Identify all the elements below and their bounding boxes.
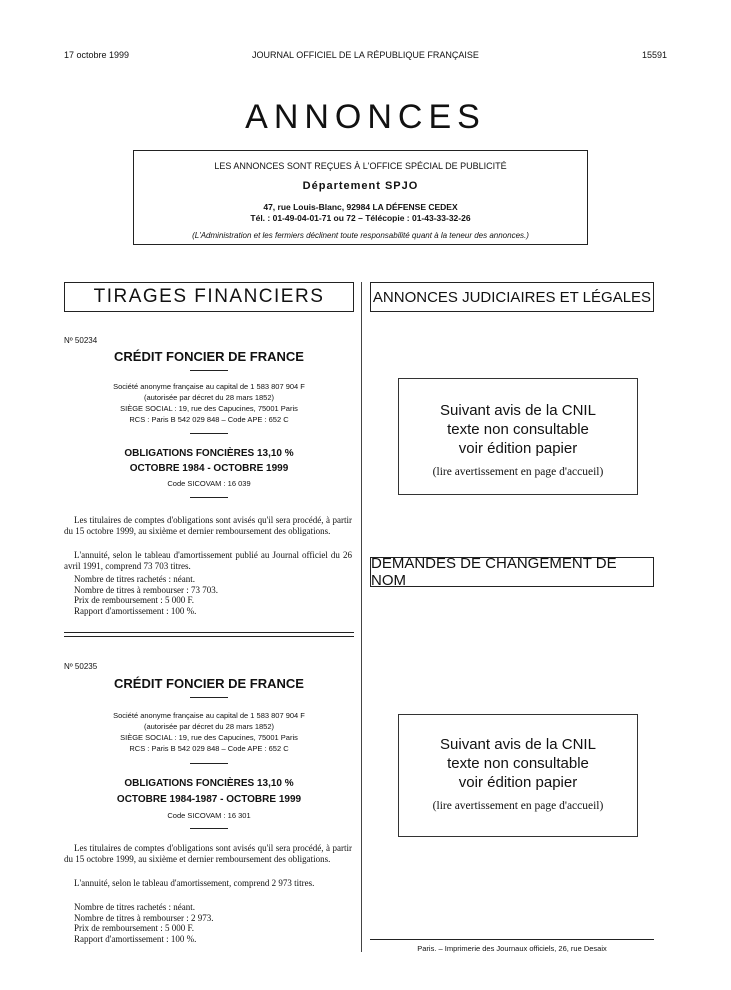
annonce-line-rapport: Rapport d'amortissement : 100 %.: [74, 933, 197, 944]
annonce-line-rachetes: Nombre de titres rachetés : néant.: [74, 902, 195, 912]
main-title: ANNONCES: [245, 98, 486, 136]
annonce-para2: L'annuité, selon le tableau d'amortissement, comprend 2 973 titres.: [74, 878, 315, 888]
section-tirages-label: TIRAGES FINANCIERS: [93, 286, 325, 307]
annonce-company: CRÉDIT FONCIER DE FRANCE: [114, 676, 304, 691]
annonce-info-siege: SIÈGE SOCIAL : 19, rue des Capucines, 75001 Paris: [120, 733, 298, 742]
annonce-info-siege: SIÈGE SOCIAL : 19, rue des Capucines, 75001 Paris: [120, 404, 298, 413]
section-annonces-label: ANNONCES JUDICIAIRES ET LÉGALES: [372, 288, 652, 306]
annonce-sicovam: Code SICOVAM : 16 039: [167, 479, 251, 488]
annonce-sicovam: Code SICOVAM : 16 301: [167, 811, 251, 820]
annonce-oblig-title: OBLIGATIONS FONCIÈRES 13,10 %: [124, 448, 294, 459]
divider: [190, 370, 228, 371]
divider: [190, 697, 228, 698]
annonce-company: CRÉDIT FONCIER DE FRANCE: [114, 349, 304, 364]
annonce-line-prix: Prix de remboursement : 5 000 F.: [74, 923, 195, 933]
header-page-number: 15591: [641, 50, 667, 60]
cnil-line1: Suivant avis de la CNIL: [440, 402, 596, 419]
annonce-oblig-period: OCTOBRE 1984-1987 - OCTOBRE 1999: [116, 794, 302, 805]
office-disclaimer: (L'Administration et les fermiers déclinent toute responsabilité quant à la teneur des annonces.): [192, 231, 529, 240]
annonce-line-rachetes: Nombre de titres rachetés : néant.: [74, 574, 195, 584]
annonce-para2: L'annuité, selon le tableau d'amortissement publié au Journal officiel du 26 avril 1991, comprend 73 703 titres.: [64, 550, 352, 571]
header-date: 17 octobre 1999: [64, 50, 130, 60]
annonce-info-capital: Société anonyme française au capital de 1 583 807 904 F: [113, 382, 305, 391]
annonce-number: Nº 50235: [64, 662, 98, 671]
annonce-info-rcs: RCS : Paris B 542 029 848 – Code APE : 652 C: [129, 415, 289, 424]
divider: [190, 828, 228, 829]
footer-imprint: Paris. – Imprimerie des Journaux officiels, 26, rue Desaix: [417, 944, 607, 953]
annonce-line-prix: Prix de remboursement : 5 000 F.: [74, 595, 195, 605]
cnil-line3: voir édition papier: [458, 440, 578, 457]
annonce-oblig-title: OBLIGATIONS FONCIÈRES 13,10 %: [124, 778, 294, 789]
header-journal: JOURNAL OFFICIEL DE LA RÉPUBLIQUE FRANÇAISE: [252, 50, 479, 60]
section-changement-nom: [370, 557, 654, 587]
cnil-note: (lire avertissement en page d'accueil): [432, 466, 604, 478]
office-address: 47, rue Louis-Blanc, 92984 LA DÉFENSE CEDEX: [263, 202, 458, 212]
annonce-separator: [64, 632, 354, 637]
cnil-notice-box: [398, 378, 638, 495]
annonce-info-capital: Société anonyme française au capital de 1 583 807 904 F: [113, 711, 305, 720]
annonce-number: Nº 50234: [64, 336, 98, 345]
annonce-line-rapport: Rapport d'amortissement : 100 %.: [74, 605, 197, 616]
annonce-info-rcs: RCS : Paris B 542 029 848 – Code APE : 652 C: [129, 744, 289, 753]
annonce-oblig-period: OCTOBRE 1984 - OCTOBRE 1999: [129, 463, 289, 474]
annonce-line-rembourser: Nombre de titres à rembourser : 2 973.: [74, 912, 214, 923]
office-department: Département SPJO: [302, 180, 419, 192]
divider: [190, 497, 228, 498]
cnil-line2: texte non consultable: [447, 755, 589, 772]
office-box: [133, 150, 588, 245]
office-line1: LES ANNONCES SONT REÇUES À L'OFFICE SPÉCIAL DE PUBLICITÉ: [214, 161, 507, 171]
cnil-line1: Suivant avis de la CNIL: [440, 736, 596, 753]
section-tirages-financiers: [64, 282, 354, 312]
cnil-line2: texte non consultable: [447, 421, 589, 438]
cnil-note: (lire avertissement en page d'accueil): [432, 800, 604, 812]
annonce-info-decree: (autorisée par décret du 28 mars 1852): [143, 393, 275, 402]
annonce-info-decree: (autorisée par décret du 28 mars 1852): [143, 722, 275, 731]
column-divider: [361, 282, 362, 952]
office-phone: Tél. : 01-49-04-01-71 ou 72 – Télécopie : 01-43-33-32-26: [250, 213, 471, 223]
cnil-notice-box: [398, 714, 638, 837]
annonce-para1: Les titulaires de comptes d'obligations sont avisés qu'il sera procédé, à partir du 15 octobre 1999, au sixième et dernier remboursement des obligations.: [64, 515, 352, 536]
section-changement-label: DEMANDES DE CHANGEMENT DE NOM: [371, 555, 617, 589]
annonce-line-rembourser: Nombre de titres à rembourser : 73 703.: [74, 584, 218, 595]
cnil-line3: voir édition papier: [458, 774, 578, 791]
divider: [190, 763, 228, 764]
annonce-para1: Les titulaires de comptes d'obligations sont avisés qu'il sera procédé, à partir du 15 octobre 1999, au sixième et dernier remboursement des obligations.: [64, 843, 352, 864]
section-annonces-judiciaires: [370, 282, 654, 312]
divider: [190, 433, 228, 434]
footer-rule: [370, 939, 654, 940]
